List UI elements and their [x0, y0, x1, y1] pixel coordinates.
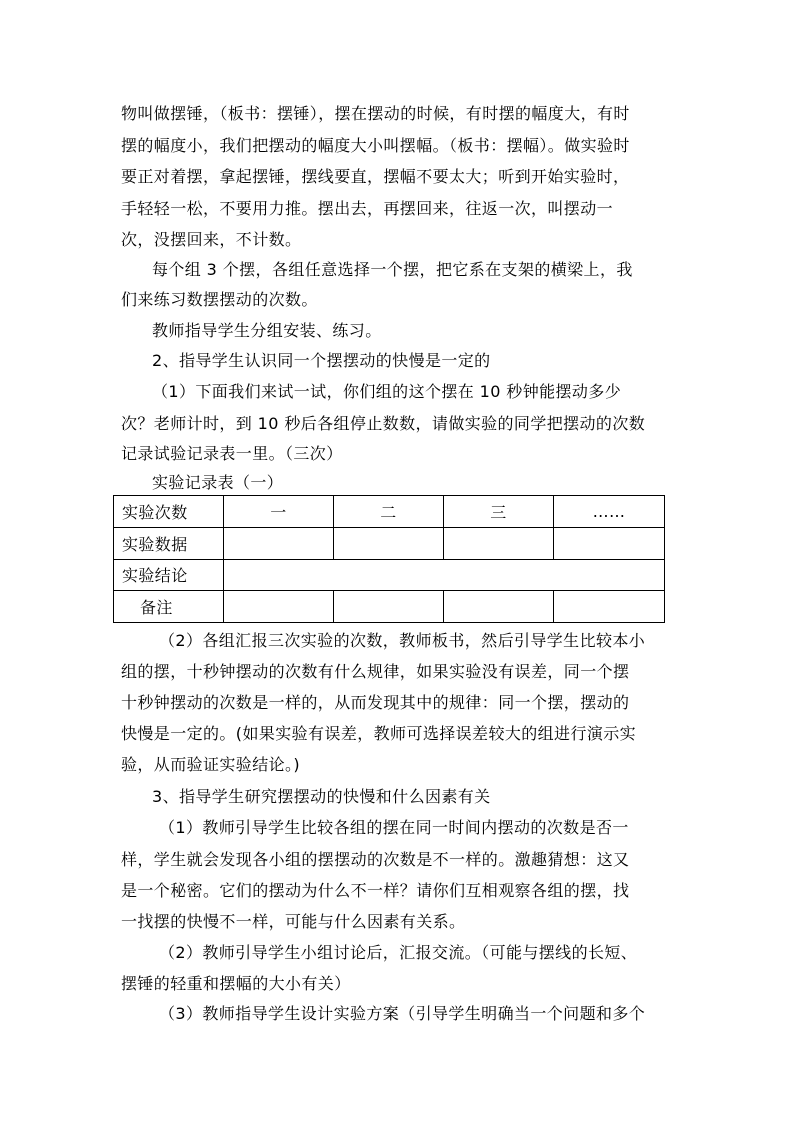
table-cell [444, 527, 554, 559]
table-cell [444, 591, 554, 623]
column-header: …… [554, 496, 665, 528]
section-heading: 3、指导学生研究摆摆动的快慢和什么因素有关 [152, 787, 491, 806]
table-row [114, 559, 665, 591]
column-header: 一 [224, 496, 334, 528]
text-line: 十秒钟摆动的次数是一样的，从而发现其中的规律：同一个摆，摆动的 [121, 693, 630, 712]
text-line: 摆锤的轻重和摆幅的大小有关） [121, 974, 351, 993]
table-cell [554, 527, 665, 559]
table-row [114, 527, 665, 559]
column-header: 三 [444, 496, 554, 528]
table-caption: 实验记录表（一） [152, 473, 284, 492]
text-line: 手轻轻一松，不要用力推。摆出去，再摆回来，往返一次，叫摆动一 [121, 199, 614, 218]
text-line: 一找摆的快慢不一样，可能与什么因素有关系。 [121, 912, 466, 931]
text-line: 快慢是一定的。(如果实验有误差，教师可选择误差较大的组进行演示实 [121, 724, 637, 743]
table-row [114, 591, 665, 623]
text-line: 摆的幅度小，我们把摆动的幅度大小叫摆幅。（板书：摆幅）。做实验时 [121, 136, 630, 155]
row-header: 实验结论 [114, 559, 224, 591]
text-line: 记录试验记录表一里。（三次） [121, 444, 343, 463]
table-cell [224, 527, 334, 559]
text-line: （1）教师引导学生比较各组的摆在同一时间内摆动的次数是否一 [159, 818, 629, 837]
text-line: 要正对着摆，拿起摆锤，摆线要直，摆幅不要太大；听到开始实验时， [121, 167, 630, 186]
text-line: 物叫做摆锤，（板书：摆锤），摆在摆动的时候，有时摆的幅度大，有时 [121, 104, 630, 123]
text-line: 每个组 3 个摆，各组任意选择一个摆，把它系在支架的横梁上，我 [152, 260, 633, 279]
text-line: 教师指导学生分组安装、练习。 [152, 321, 382, 340]
table-cell [334, 591, 444, 623]
text-line: （2）教师引导学生小组讨论后，汇报交流。（可能与摆线的长短、 [159, 943, 638, 962]
section-heading: 2、指导学生认识同一个摆摆动的快慢是一定的 [152, 351, 491, 370]
table-cell [224, 559, 665, 591]
experiment-record-table [113, 495, 665, 623]
text-line: 次，没摆回来，不计数。 [121, 230, 302, 249]
text-line: （3）教师指导学生设计实验方案（引导学生明确当一个问题和多个 [159, 1004, 646, 1023]
table-cell [334, 527, 444, 559]
text-line: 是一个秘密。它们的摆动为什么不一样？请你们互相观察各组的摆，找 [121, 881, 630, 900]
text-line: 组的摆，十秒钟摆动的次数有什么规律，如果实验没有误差，同一个摆 [121, 662, 630, 681]
row-header: 实验次数 [114, 496, 224, 528]
text-line: 次？老师计时，到 10 秒后各组停止数数，请做实验的同学把摆动的次数 [121, 414, 646, 433]
column-header: 二 [334, 496, 444, 528]
text-line: （2）各组汇报三次实验的次数，教师板书，然后引导学生比较本小 [159, 631, 646, 650]
table-cell [554, 591, 665, 623]
row-header: 备注 [114, 591, 224, 623]
table-row [114, 496, 665, 528]
text-line: 验，从而验证实验结论。) [121, 755, 301, 774]
text-line: （1）下面我们来试一试，你们组的这个摆在 10 秒钟能摆动多少 [152, 382, 622, 401]
text-line: 们来练习数摆摆动的次数。 [121, 290, 318, 309]
row-header: 实验数据 [114, 527, 224, 559]
text-line: 样，学生就会发现各小组的摆摆动的次数是不一样的。激趣猜想：这又 [121, 850, 630, 869]
table-cell [224, 591, 334, 623]
